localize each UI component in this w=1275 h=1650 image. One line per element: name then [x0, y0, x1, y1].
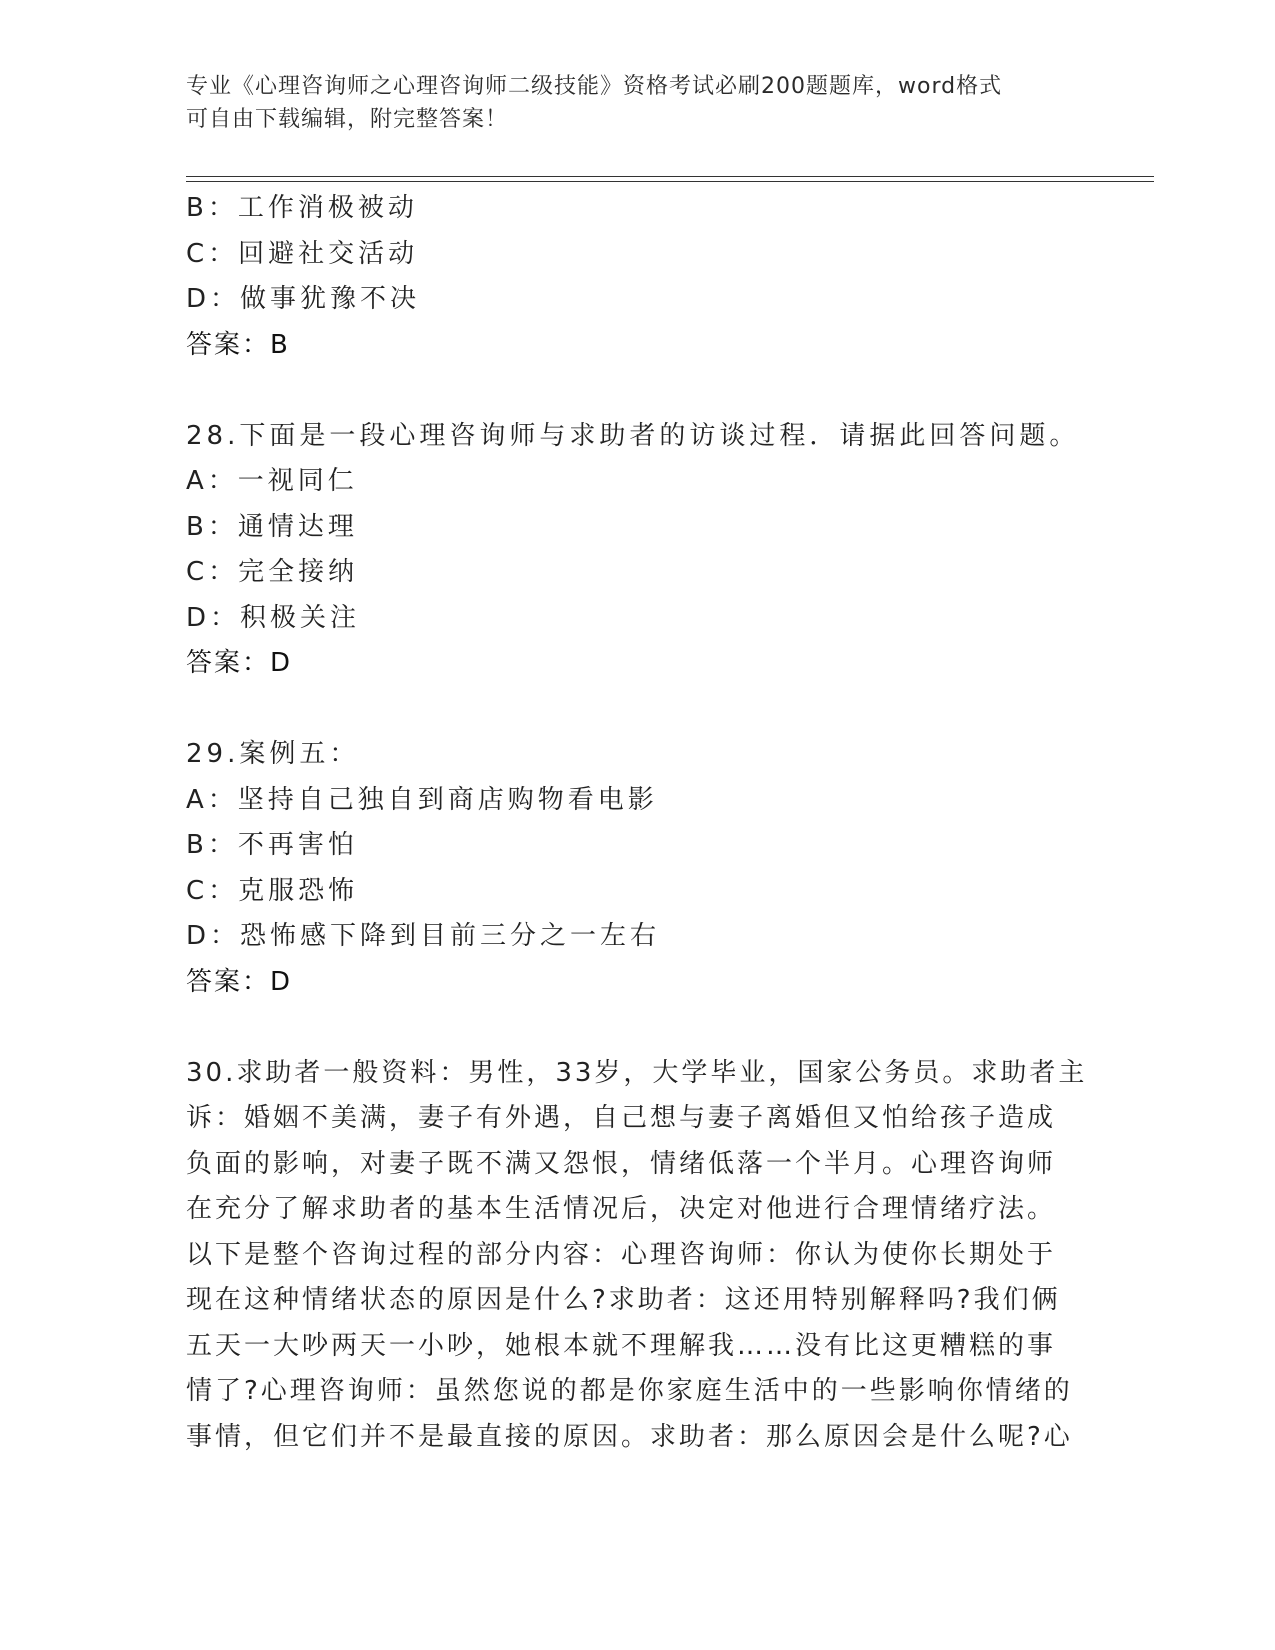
paragraph-line: 在充分了解求助者的基本生活情况后，决定对他进行合理情绪疗法。 [186, 1194, 1057, 1224]
answer-label: 答案：D [186, 648, 293, 678]
question-27-tail [186, 186, 1086, 368]
paragraph-line: 事情，但它们并不是最直接的原因。求助者：那么原因会是什么呢?心 [186, 1421, 1073, 1452]
paragraph-line: 现在这种情绪状态的原因是什么?求助者：这还用特别解释吗?我们俩 [186, 1285, 1061, 1315]
option-c: C：回避社交活动 [186, 238, 419, 269]
option-a: A：一视同仁 [186, 466, 358, 496]
option-c: C：克服恐怖 [186, 875, 359, 906]
spacer [186, 368, 1086, 414]
option-c: C：完全接纳 [186, 557, 359, 587]
option-d: D：做事犹豫不决 [186, 284, 421, 314]
option-b: B：不再害怕 [186, 830, 358, 860]
header-divider [186, 176, 1154, 182]
answer-label: 答案：D [186, 966, 293, 997]
paragraph-line: 情了?心理咨询师：虽然您说的都是你家庭生活中的一些影响你情绪的 [186, 1376, 1073, 1406]
header-line-1: 专业《心理咨询师之心理咨询师二级技能》资格考试必刷200题题库，word格式 [186, 74, 1003, 99]
header-line-2: 可自由下载编辑，附完整答案！ [186, 107, 509, 132]
option-d: D：恐怖感下降到目前三分之一左右 [186, 921, 661, 951]
page-header [186, 70, 1086, 136]
answer-label: 答案：B [186, 329, 290, 360]
option-d: D：积极关注 [186, 602, 361, 633]
option-b: B：通情达理 [186, 511, 358, 542]
question-text: 28.下面是一段心理咨询师与求助者的访谈过程．请据此回答问题。 [186, 420, 1080, 451]
spacer [186, 687, 1086, 733]
question-content [186, 186, 1086, 1460]
paragraph-line: 诉：婚姻不美满，妻子有外遇，自己想与妻子离婚但又怕给孩子造成 [186, 1103, 1057, 1133]
option-a: A：坚持自己独自到商店购物看电影 [186, 784, 658, 815]
spacer [186, 1005, 1086, 1051]
paragraph-line: 负面的影响，对妻子既不满又怨恨，情绪低落一个半月。心理咨询师 [186, 1148, 1057, 1179]
paragraph-line: 30.求助者一般资料：男性，33岁，大学毕业，国家公务员。求助者主 [186, 1057, 1088, 1088]
paragraph-line: 以下是整个咨询过程的部分内容：心理咨询师：你认为使你长期处于 [186, 1239, 1057, 1270]
question-28 [186, 414, 1086, 687]
question-30 [186, 1051, 1086, 1461]
question-text: 29.案例五： [186, 739, 360, 769]
paragraph-line: 五天一大吵两天一小吵，她根本就不理解我……没有比这更糟糕的事 [186, 1330, 1057, 1361]
question-29 [186, 732, 1086, 1005]
option-b: B：工作消极被动 [186, 193, 418, 223]
